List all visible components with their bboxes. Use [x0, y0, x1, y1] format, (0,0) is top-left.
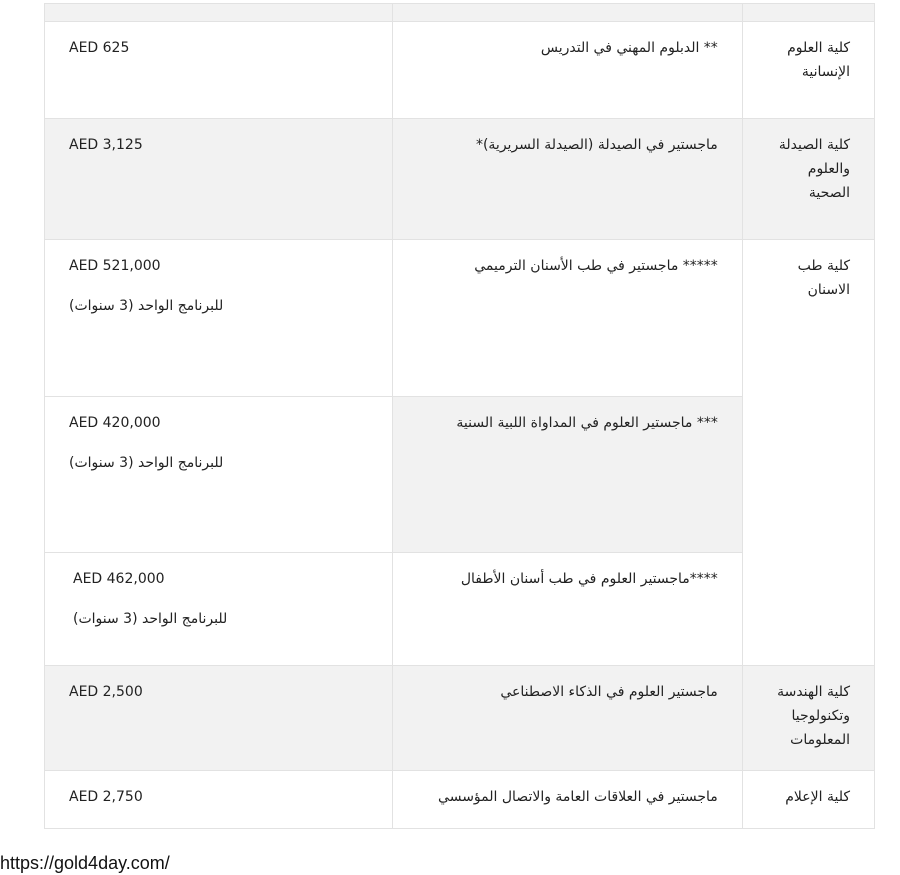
table-row-partial — [45, 4, 875, 22]
table-row — [45, 666, 875, 771]
program-name: ماجستير في الصيدلة (الصيدلة السريرية)* — [393, 119, 742, 240]
source-url[interactable]: https://gold4day.com/ — [0, 853, 170, 873]
program-name: ****ماجستير العلوم في طب أسنان الأطفال — [393, 553, 742, 666]
fees-table — [44, 3, 875, 829]
program-name: ماجستير في العلاقات العامة والاتصال المؤسسي — [393, 771, 742, 829]
fee-note: للبرنامج الواحد (3 سنوات) — [69, 455, 224, 471]
program-name: ** الدبلوم المهني في التدريس — [393, 22, 742, 119]
fee-cell — [45, 397, 393, 553]
program-name: *** ماجستير العلوم في المداواة اللبية السنية — [393, 397, 742, 553]
table-cell-empty — [45, 4, 393, 22]
fee-note: للبرنامج الواحد (3 سنوات) — [69, 298, 224, 314]
college-name: كلية طب الاسنان — [742, 240, 874, 666]
table-row — [45, 240, 875, 397]
table-cell-empty — [742, 4, 874, 22]
program-name: ***** ماجستير في طب الأسنان الترميمي — [393, 240, 742, 397]
fee-amount: AED 625 — [69, 40, 130, 56]
college-name: كلية العلوم الإنسانية — [742, 22, 874, 119]
fee-cell — [45, 771, 393, 829]
fee-cell — [45, 240, 393, 397]
fee-cell — [45, 22, 393, 119]
fee-amount: AED 3,125 — [69, 137, 143, 153]
table-row — [45, 119, 875, 240]
table-row — [45, 771, 875, 829]
fee-cell — [45, 119, 393, 240]
college-name: كلية الإعلام — [742, 771, 874, 829]
fee-note: للبرنامج الواحد (3 سنوات) — [73, 611, 228, 627]
table-row — [45, 22, 875, 119]
college-name: كلية الصيدلة والعلوم الصحية — [742, 119, 874, 240]
fee-amount: AED 2,750 — [69, 789, 143, 805]
fee-amount: AED 521,000 — [69, 258, 161, 274]
fee-amount: AED 2,500 — [69, 684, 143, 700]
program-name: ماجستير العلوم في الذكاء الاصطناعي — [393, 666, 742, 771]
fee-amount: AED 462,000 — [73, 571, 165, 587]
fee-cell — [45, 666, 393, 771]
college-name: كلية الهندسة وتكنولوجيا المعلومات — [742, 666, 874, 771]
fee-amount: AED 420,000 — [69, 415, 161, 431]
fee-cell — [45, 553, 393, 666]
table-cell-empty — [393, 4, 742, 22]
